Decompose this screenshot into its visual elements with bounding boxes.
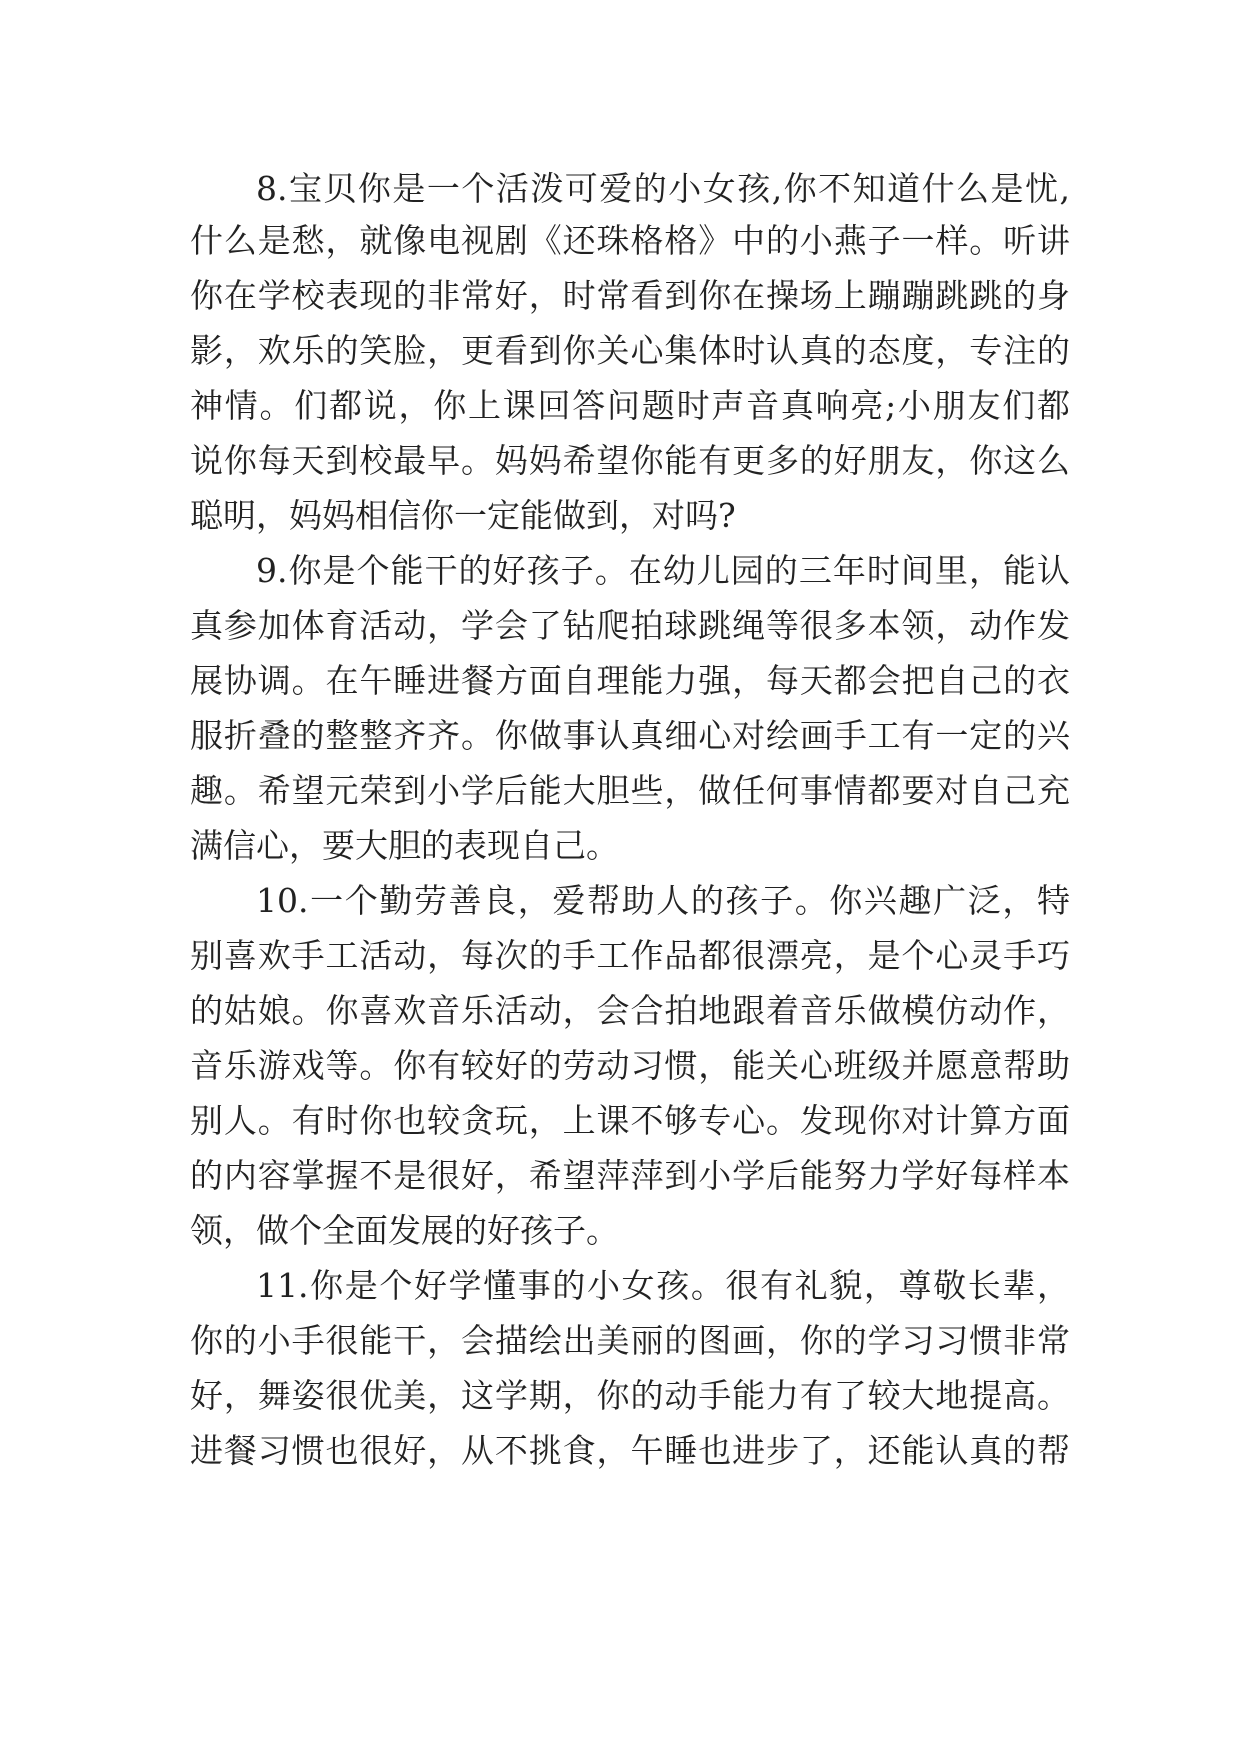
- paragraph-9-line-5: 趣。希望元荣到小学后能大胆些，做任何事情都要对自己充: [190, 771, 1070, 810]
- paragraph-9-line-3: 展协调。在午睡进餐方面自理能力强，每天都会把自己的衣: [190, 661, 1070, 700]
- paragraph-10-line-4: 音乐游戏等。你有较好的劳动习惯，能关心班级并愿意帮助: [190, 1046, 1070, 1085]
- paragraph-11-line-2: 你的小手很能干，会描绘出美丽的图画，你的学习习惯非常: [190, 1321, 1070, 1360]
- paragraph-9-line-2: 真参加体育活动，学会了钻爬拍球跳绳等很多本领，动作发: [190, 606, 1070, 645]
- paragraph-8-line-7: 聪明，妈妈相信你一定能做到，对吗?: [190, 496, 736, 535]
- paragraph-8-line-4: 影，欢乐的笑脸，更看到你关心集体时认真的态度，专注的: [190, 331, 1070, 370]
- paragraph-10-line-6: 的内容掌握不是很好，希望萍萍到小学后能努力学好每样本: [190, 1156, 1070, 1195]
- paragraph-11-line-4: 进餐习惯也很好，从不挑食，午睡也进步了，还能认真的帮: [190, 1431, 1070, 1470]
- paragraph-10-line-1: 10.一个勤劳善良，爱帮助人的孩子。你兴趣广泛，特: [256, 881, 1070, 920]
- paragraph-11-line-3: 好，舞姿很优美，这学期，你的动手能力有了较大地提高。: [190, 1376, 1070, 1415]
- paragraph-9-line-1: 9.你是个能干的好孩子。在幼儿园的三年时间里，能认: [256, 551, 1070, 590]
- paragraph-8-line-5: 神情。们都说，你上课回答问题时声音真响亮;小朋友们都: [190, 386, 1070, 425]
- paragraph-8-line-2: 什么是愁，就像电视剧《还珠格格》中的小燕子一样。听讲: [190, 221, 1070, 260]
- paragraph-9-line-6: 满信心，要大胆的表现自己。: [190, 826, 619, 865]
- paragraph-10-line-5: 别人。有时你也较贪玩，上课不够专心。发现你对计算方面: [190, 1101, 1070, 1140]
- paragraph-10-line-3: 的姑娘。你喜欢音乐活动，会合拍地跟着音乐做模仿动作，: [190, 991, 1070, 1030]
- paragraph-8-line-6: 说你每天到校最早。妈妈希望你能有更多的好朋友，你这么: [190, 441, 1070, 480]
- paragraph-8-line-3: 你在学校表现的非常好，时常看到你在操场上蹦蹦跳跳的身: [190, 276, 1070, 315]
- paragraph-10-line-2: 别喜欢手工活动，每次的手工作品都很漂亮，是个心灵手巧: [190, 936, 1070, 975]
- paragraph-11-line-1: 11.你是个好学懂事的小女孩。很有礼貌，尊敬长辈，: [256, 1266, 1070, 1305]
- paragraph-10-line-7: 领，做个全面发展的好孩子。: [190, 1211, 619, 1250]
- paragraph-8-line-1: 8.宝贝你是一个活泼可爱的小女孩,你不知道什么是忧,: [256, 169, 1070, 208]
- paragraph-9-line-4: 服折叠的整整齐齐。你做事认真细心对绘画手工有一定的兴: [190, 716, 1070, 755]
